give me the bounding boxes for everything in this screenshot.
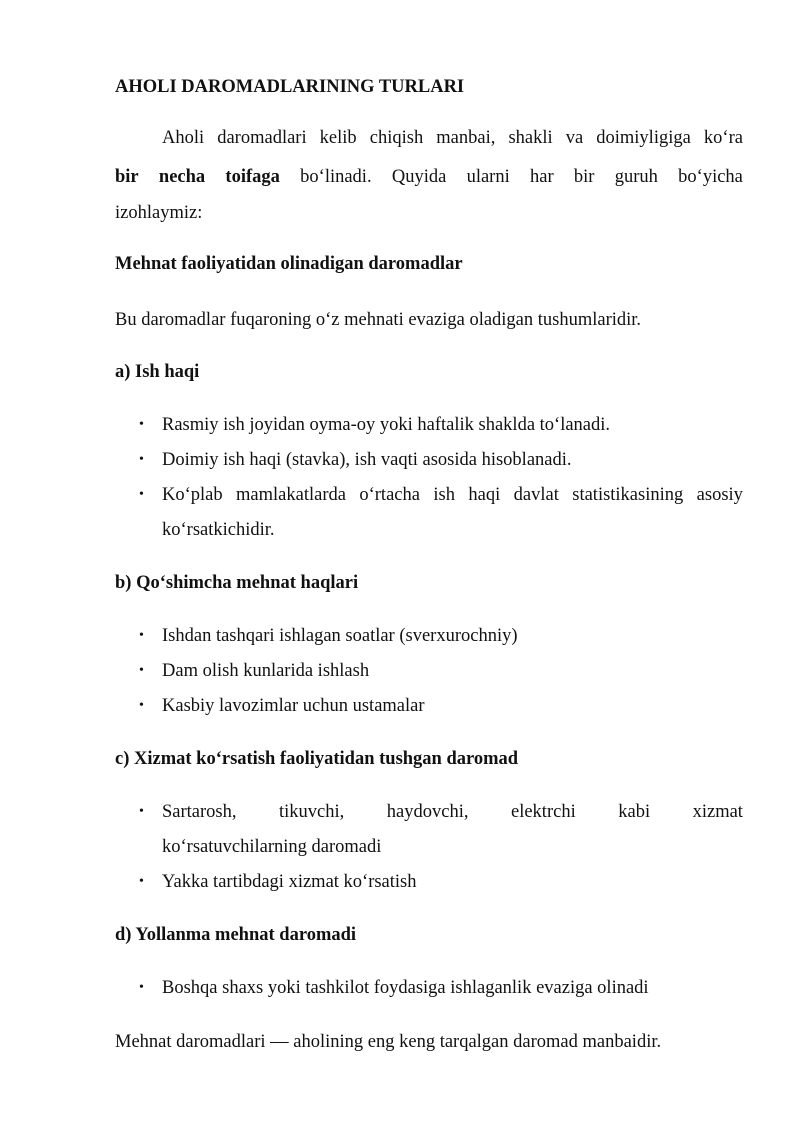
section-description: Bu daromadlar fuqaroning o‘z mehnati evaziga oladigan tushumlaridir. [115,310,642,330]
intro-word: guruh [614,167,658,187]
bullet-icon: • [139,452,144,467]
list-item-line-1: Sartarosh, tikuvchi, haydovchi, elektrchi kabi xizmat [162,802,743,822]
subsection-heading-c: c) Xizmat ko‘rsatish faoliyatidan tushgan daromad [115,749,519,769]
intro-word: doimiyligiga [596,128,691,148]
bullet-icon: • [139,628,144,643]
bullet-icon: • [139,417,144,432]
bullet-icon: • [139,980,144,995]
subsection-heading-d: d) Yollanma mehnat daromadi [115,925,357,945]
intro-word: kelib [319,128,357,148]
intro-word: Quyida [391,167,447,187]
intro-word: shakli [508,128,553,148]
intro-line-2 [115,166,743,188]
subsection-heading-a: a) Ish haqi [115,362,200,382]
intro-word: chiqish [369,128,424,148]
bullet-icon: • [139,804,144,819]
bullet-icon: • [139,663,144,678]
intro-word: va [565,128,584,148]
document-title: AHOLI DAROMADLARINING TURLARI [115,77,465,97]
intro-word: ko‘ra [703,128,743,148]
intro-word: manbai, [436,128,496,148]
conclusion-text: Mehnat daromadlari — aholining eng keng tarqalgan daromad manbaidir. [115,1032,662,1052]
bullet-icon: • [139,698,144,713]
intro-word: bo‘yicha [678,167,743,187]
section-heading: Mehnat faoliyatidan olinadigan daromadlar [115,254,463,274]
intro-line-1 [115,127,743,149]
intro-word: daromadlari [217,128,307,148]
intro-word: bir [573,167,595,187]
list-item-line-1: Ko‘plab mamlakatlarda o‘rtacha ish haqi davlat statistikasining asosiy [162,485,743,505]
intro-line-3: izohlaymiz: [115,203,203,223]
intro-word: har [530,167,554,187]
subsection-heading-b: b) Qo‘shimcha mehnat haqlari [115,573,359,593]
intro-bold-word: toifaga [225,167,280,187]
bullet-icon: • [139,874,144,889]
intro-word: ularni [466,167,510,187]
intro-bold-word: bir [115,167,139,187]
intro-bold-word: necha [158,167,206,187]
bullet-icon: • [139,487,144,502]
intro-word: bo‘linadi. [300,167,372,187]
intro-word: Aholi [162,128,205,148]
